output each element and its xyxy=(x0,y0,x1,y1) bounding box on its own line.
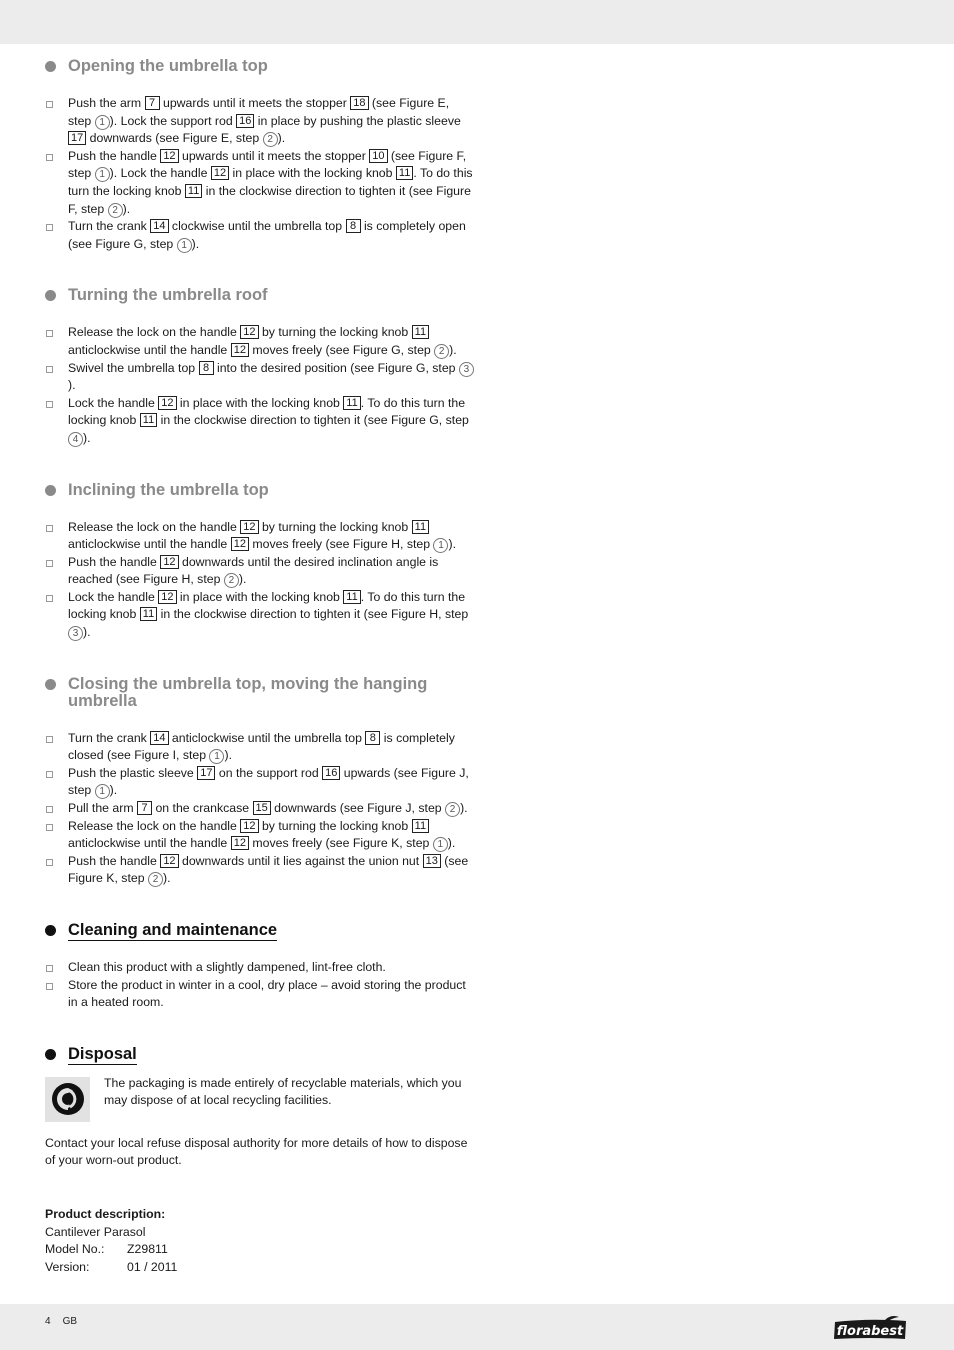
product-name: Cantilever Parasol xyxy=(45,1224,146,1239)
section-heading xyxy=(45,287,475,304)
list-item: Release the lock on the handle 12 by turning the locking knob 11 anticlockwise until the handle 12 moves freely (see Figure K, step 1 ). xyxy=(45,818,475,853)
product-heading: Product description: xyxy=(45,1206,166,1221)
section-opening xyxy=(45,58,475,253)
heading-text: Closing the umbrella top, moving the hanging umbrella xyxy=(68,674,428,710)
model-value: Z29811 xyxy=(127,1242,168,1257)
bullet-icon xyxy=(45,290,56,301)
list-item: Push the handle 12 downwards until it lies against the union nut 13 (see Figure K, step 2 ). xyxy=(45,853,475,888)
list-item: Lock the handle 12 in place with the locking knob 11 . To do this turn the locking knob 11 in the clockwise direction to tighten it (see Figure G, step 4 ). xyxy=(45,395,475,448)
packaging-text: The packaging is made entirely of recyclable materials, which you may dispose of at local recycling facilities. xyxy=(104,1075,462,1108)
section-disposal xyxy=(45,1046,475,1170)
heading-text: Disposal xyxy=(68,1044,137,1063)
version-row xyxy=(45,1259,475,1277)
model-label: Model No.: xyxy=(45,1242,105,1257)
list-item: Turn the crank 14 clockwise until the umbrella top 8 is completely open (see Figure G, step 1 ). xyxy=(45,218,475,253)
section-heading xyxy=(45,676,475,710)
section-heading xyxy=(45,482,475,499)
top-bar xyxy=(0,0,954,44)
section-closing xyxy=(45,676,475,888)
bullet-icon xyxy=(45,925,56,936)
heading-text: Turning the umbrella roof xyxy=(68,286,268,305)
document-content xyxy=(45,58,475,1276)
version-value: 01 / 2011 xyxy=(127,1259,178,1274)
list-item: Release the lock on the handle 12 by turning the locking knob 11 anticlockwise until the handle 12 moves freely (see Figure H, step 1 ). xyxy=(45,519,475,554)
florabest-logo xyxy=(833,1315,908,1341)
instruction-list xyxy=(45,95,475,253)
section-turning xyxy=(45,287,475,447)
list-item: Swivel the umbrella top 8 into the desired position (see Figure G, step 3). xyxy=(45,360,475,395)
instruction-list xyxy=(45,959,475,1012)
bottom-bar xyxy=(0,1304,954,1350)
list-item: Push the arm 7 upwards until it meets the stopper 18 (see Figure E, step 1 ). Lock the support rod 16 in place by pushing the plastic sleeve 17 downwards (see Figure E, step 2 ). xyxy=(45,95,475,148)
instruction-list xyxy=(45,324,475,447)
heading-text: Opening the umbrella top xyxy=(68,57,268,75)
heading-text: Cleaning and maintenance xyxy=(68,921,278,939)
list-item: Pull the arm 7 on the crankcase 15 downwards (see Figure J, step 2 ). xyxy=(45,800,475,818)
heading-text: Inclining the umbrella top xyxy=(68,480,269,499)
section-heading xyxy=(45,58,475,75)
list-item: Push the plastic sleeve 17 on the support rod 16 upwards (see Figure J, step 1 ). xyxy=(45,765,475,800)
language-code: GB xyxy=(62,1316,78,1327)
bullet-icon xyxy=(45,679,56,690)
version-label: Version: xyxy=(45,1259,90,1274)
logo-text: florabest xyxy=(836,1324,904,1339)
list-item: Push the handle 12 downwards until the desired inclination angle is reached (see Figure H, step 2 ). xyxy=(45,554,475,589)
section-heading xyxy=(45,1046,475,1065)
page-number: 4 xyxy=(45,1316,51,1327)
list-item xyxy=(45,959,475,977)
contact-text: Contact your local refuse disposal authority for more details of how to dispose of your worn-out product. xyxy=(45,1135,468,1168)
instruction-list xyxy=(45,730,475,888)
green-dot-recycling-icon xyxy=(45,1077,90,1122)
section-heading xyxy=(45,922,475,941)
instruction-list xyxy=(45,519,475,642)
list-item: Push the handle 12 upwards until it meets the stopper 10 (see Figure F, step 1 ). Lock the handle 12 in place with the locking knob 11 . To do this turn the locking knob 11 in the clockwise direction to tighten it (see Figure F, step 2 ). xyxy=(45,148,475,218)
page-footer xyxy=(45,1316,89,1327)
list-item xyxy=(45,977,475,1012)
list-item: Turn the crank 14 anticlockwise until the umbrella top 8 is completely closed (see Figure I, step 1 ). xyxy=(45,730,475,765)
list-item: Release the lock on the handle 12 by turning the locking knob 11 anticlockwise until the handle 12 moves freely (see Figure G, step 2 ). xyxy=(45,324,475,359)
bullet-icon xyxy=(45,61,56,72)
product-description xyxy=(45,1206,475,1276)
packaging-note xyxy=(45,1077,475,1122)
bullet-icon xyxy=(45,1049,56,1060)
bullet-icon xyxy=(45,485,56,496)
model-row xyxy=(45,1241,475,1259)
section-inclining xyxy=(45,482,475,642)
list-item: Lock the handle 12 in place with the locking knob 11 . To do this turn the locking knob 11 in the clockwise direction to tighten it (see Figure H, step 3 ). xyxy=(45,589,475,642)
section-cleaning xyxy=(45,922,475,1012)
item-text: Clean this product with a slightly dampened, lint-free cloth. xyxy=(68,960,386,974)
item-text: Store the product in winter in a cool, dry place – avoid storing the product in a heated room. xyxy=(68,977,466,1010)
